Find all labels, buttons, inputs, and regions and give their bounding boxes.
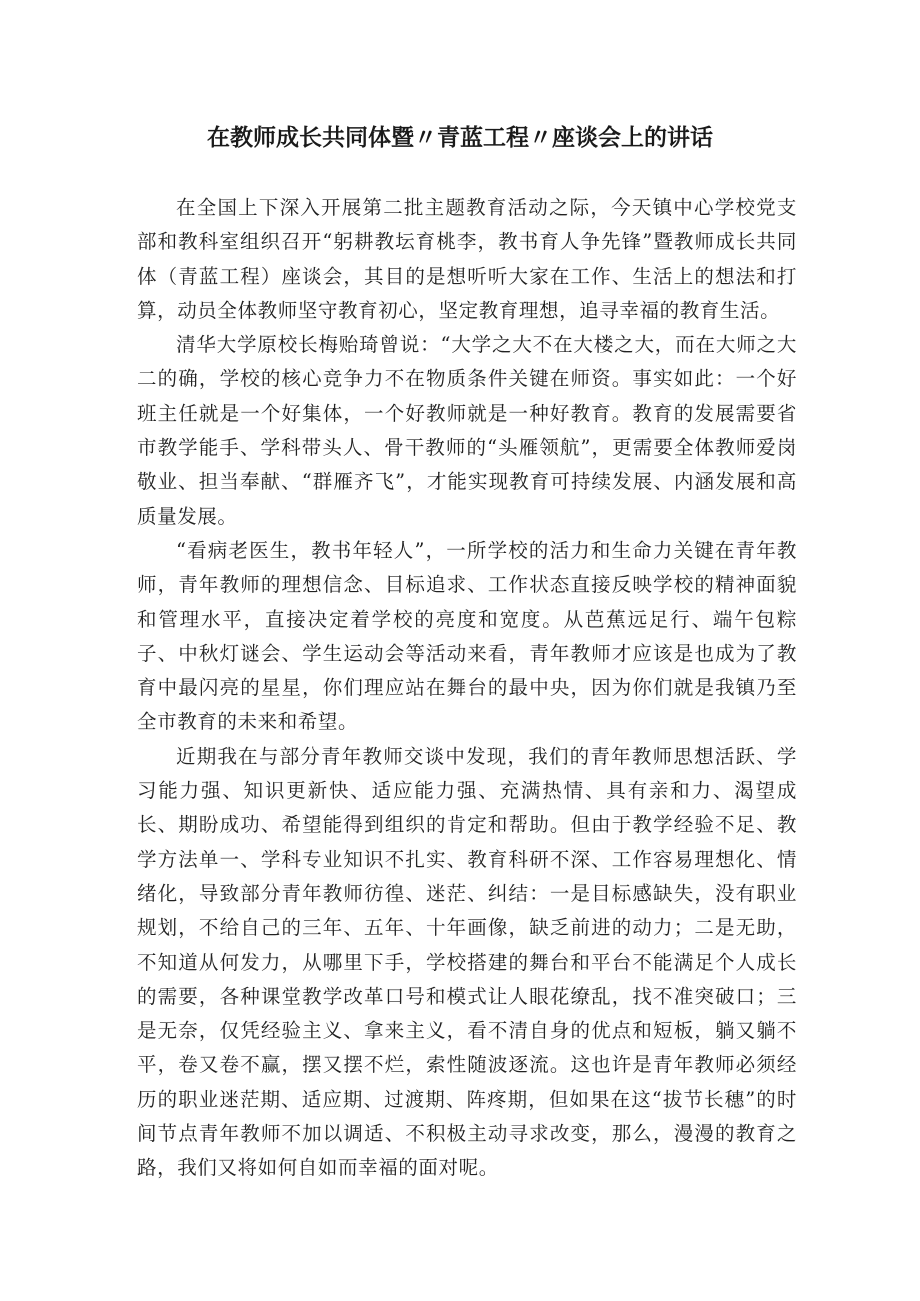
document-body: [137, 191, 797, 1186]
paragraph-1: 在全国上下深入开展第二批主题教育活动之际，今天镇中心学校党支部和教科室组织召开“躬耕教坛育桃李，教书育人争先锋”暨教师成长共同体（青蓝工程）座谈会，其目的是想听听大家在工作、生活上的想法和打算，动员全体教师坚守教育初心，坚定教育理想，追寻幸福的教育生活。: [137, 196, 797, 322]
paragraph-4: 近期我在与部分青年教师交谈中发现，我们的青年教师思想活跃、学习能力强、知识更新快、适应能力强、充满热情、具有亲和力、渴望成长、期盼成功、希望能得到组织的肯定和帮助。但由于教学经验不足、教学方法单一、学科专业知识不扎实、教育科研不深、工作容易理想化、情绪化，导致部分青年教师彷徨、迷茫、纠结：一是目标感缺失，没有职业规划，不给自己的三年、五年、十年画像，缺乏前进的动力；二是无助，不知道从何发力，从哪里下手，学校搭建的舞台和平台不能满足个人成长的需要，各种课堂教学改革口号和模式让人眼花缭乱，找不准突破口；三是无奈，仅凭经验主义、拿来主义，看不清自身的优点和短板，躺又躺不平，卷又卷不赢，摆又摆不烂，索性随波逐流。这也许是青年教师必须经历的职业迷茫期、适应期、过渡期、阵疼期，但如果在这“拔节长穗”的时间节点青年教师不加以调适、不积极主动寻求改变，那么，漫漫的教育之路，我们又将如何自如而幸福的面对呢。: [137, 744, 797, 1180]
paragraph-3: “看病老医生，教书年轻人”，一所学校的活力和生命力关键在青年教师，青年教师的理想信念、目标追求、工作状态直接反映学校的精神面貌和管理水平，直接决定着学校的亮度和宽度。从芭蕉远足行、端午包粽子、中秋灯谜会、学生运动会等活动来看，青年教师才应该是也成为了教育中最闪亮的星星，你们理应站在舞台的最中央，因为你们就是我镇乃至全市教育的未来和希望。: [137, 538, 797, 734]
paragraph-2: 清华大学原校长梅贻琦曾说：“大学之大不在大楼之大，而在大师之大二的确，学校的核心竞争力不在物质条件关键在师资。事实如此：一个好班主任就是一个好集体，一个好教师就是一种好教育。教育的发展需要省市教学能手、学科带头人、骨干教师的“头雁领航”，更需要全体教师爱岗敬业、担当奉献、“群雁齐飞”，才能实现教育可持续发展、内涵发展和高质量发展。: [137, 333, 797, 528]
document-title: 在教师成长共同体暨〃青蓝工程〃座谈会上的讲话: [207, 125, 713, 151]
